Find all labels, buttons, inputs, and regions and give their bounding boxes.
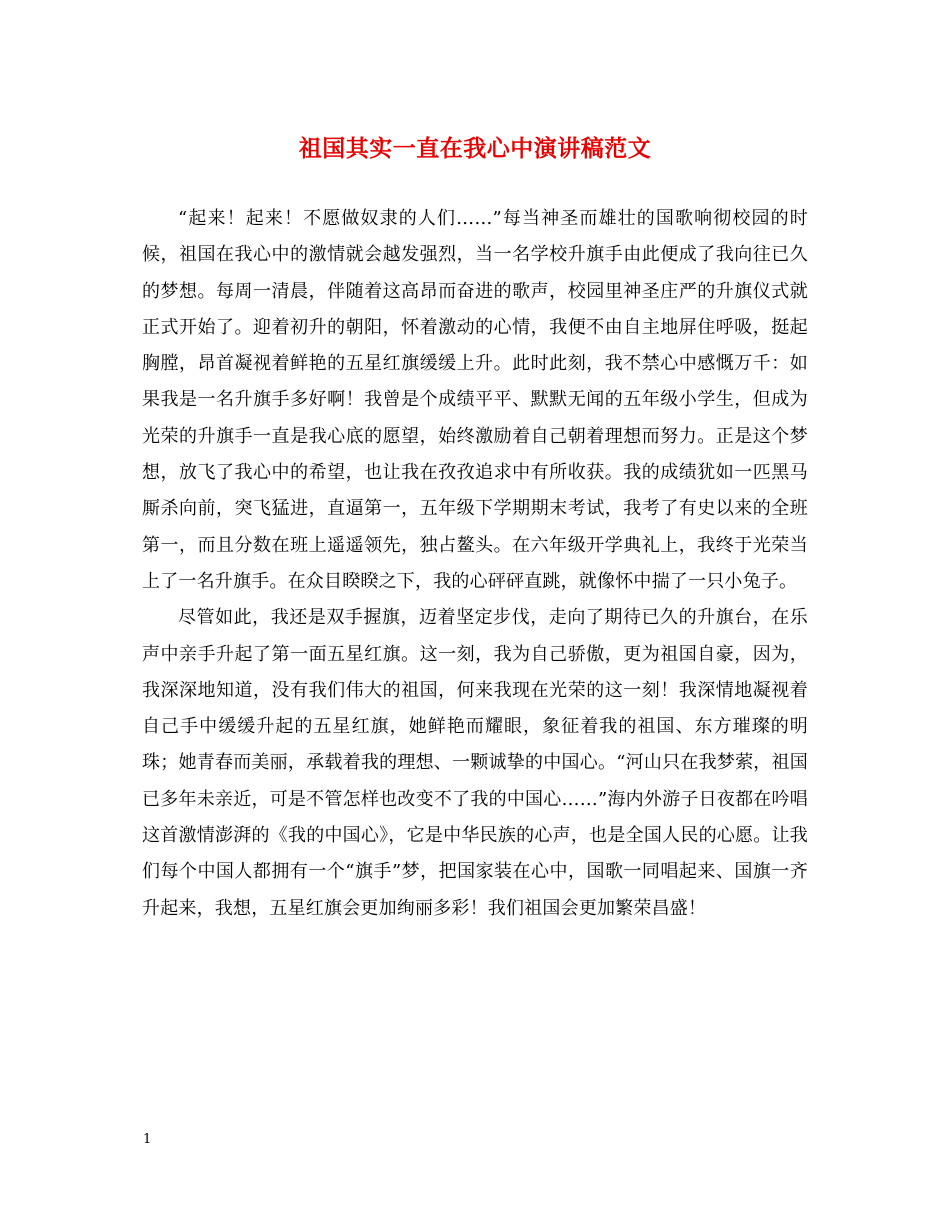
document-title: 祖国其实一直在我心中演讲稿范文 [298,135,652,162]
document-body [142,201,808,927]
paragraph-2: 尽管如此，我还是双手握旗，迈着坚定步伐，走向了期待已久的升旗台，在乐声中亲手升起了第一面五星红旗。这一刻，我为自己骄傲，更为祖国自豪，因为，我深深地知道，没有我们伟大的祖国，何来我现在光荣的这一刻！我深情地凝视着自己手中缓缓升起的五星红旗，她鲜艳而耀眼，象征着我的祖国、东方璀璨的明珠；她青春而美丽，承载着我的理想、一颗诚挚的中国心。“河山只在我梦萦，祖国已多年未亲近，可是不管怎样也改变不了我的中国心……”海内外游子日夜都在吟唱这首激情澎湃的《我的中国心》，它是中华民族的心声，也是全国人民的心愿。让我们每个中国人都拥有一个“旗手”梦，把国家装在心中，国歌一同唱起来、国旗一齐升起来，我想，五星红旗会更加绚丽多彩！我们祖国会更加繁荣昌盛！ [142,607,808,919]
paragraph-1: “起来！起来！不愿做奴隶的人们……”每当神圣而雄壮的国歌响彻校园的时候，祖国在我心中的激情就会越发强烈，当一名学校升旗手由此便成了我向往已久的梦想。每周一清晨，伴随着这高昂而奋进的歌声，校园里神圣庄严的升旗仪式就正式开始了。迎着初升的朝阳，怀着激动的心情，我便不由自主地屏住呼吸，挺起胸膛，昂首凝视着鲜艳的五星红旗缓缓上升。此时此刻，我不禁心中感慨万千：如果我是一名升旗手多好啊！我曾是个成绩平平、默默无闻的五年级小学生，但成为光荣的升旗手一直是我心底的愿望，始终激励着自己朝着理想而努力。正是这个梦想，放飞了我心中的希望，也让我在孜孜追求中有所收获。我的成绩犹如一匹黑马厮杀向前，突飞猛进，直逼第一，五年级下学期期末考试，我考了有史以来的全班第一，而且分数在班上遥遥领先，独占鳌头。在六年级开学典礼上，我终于光荣当上了一名升旗手。在众目睽睽之下，我的心砰砰直跳，就像怀中揣了一只小兔子。 [142,208,808,592]
page-number: 1 [143,1132,152,1147]
